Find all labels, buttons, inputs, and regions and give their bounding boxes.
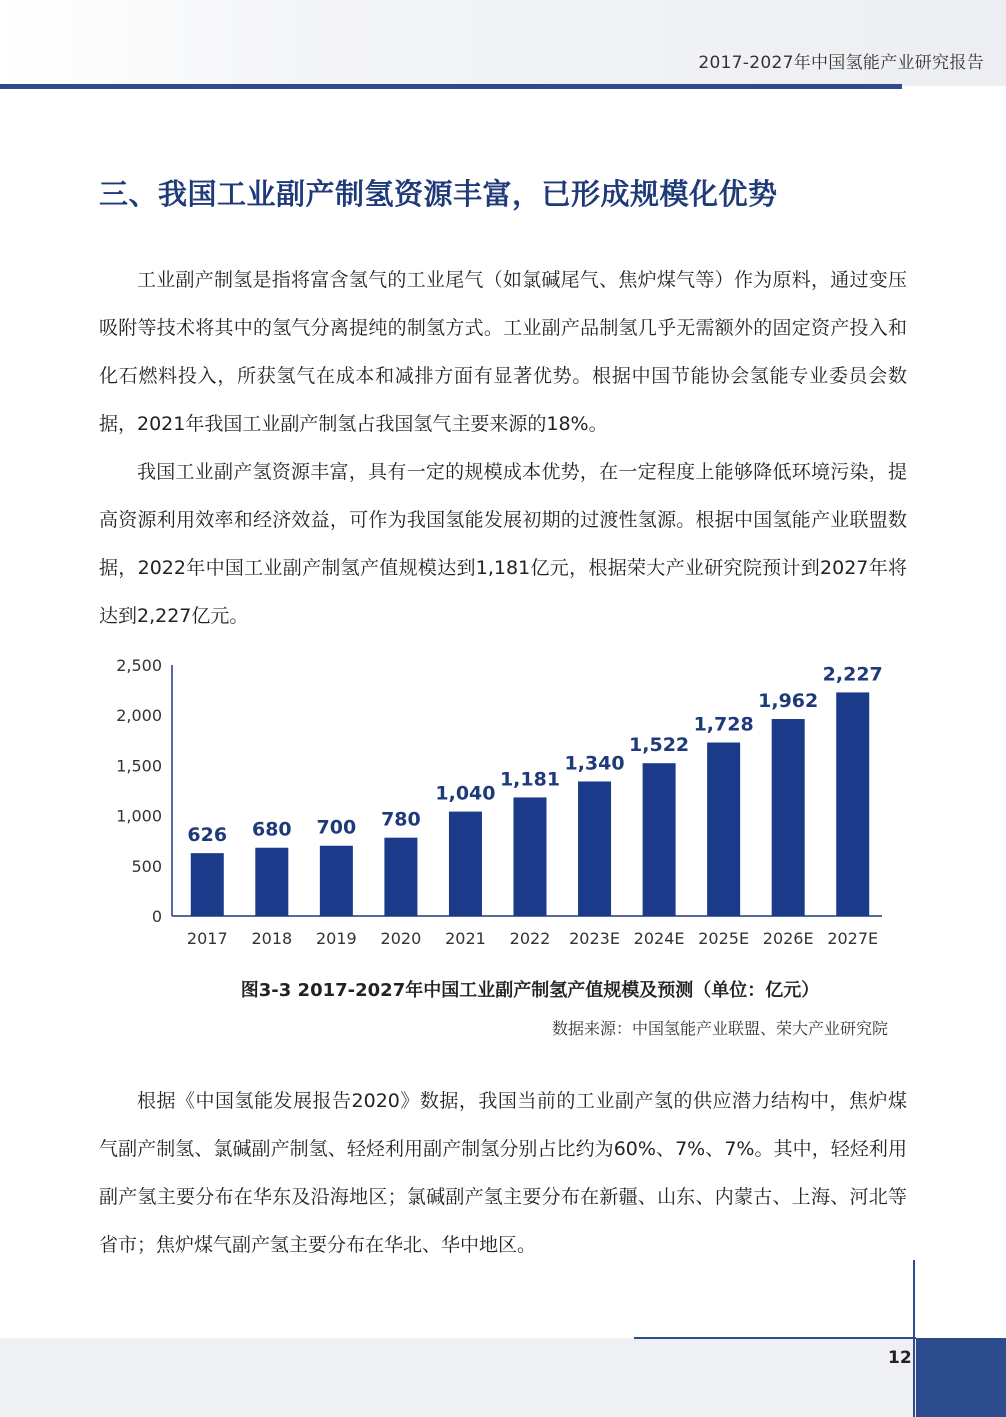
- x-tick-label: 2017: [186, 929, 228, 948]
- figure-source: 数据来源：中国氢能产业联盟、荣大产业研究院: [551, 1019, 888, 1038]
- x-tick-label: 2018: [251, 929, 293, 948]
- bar: [578, 781, 611, 916]
- x-tick-label: 2021: [445, 929, 486, 948]
- bar: [449, 812, 482, 916]
- bar: [255, 848, 288, 916]
- bar: [514, 797, 547, 916]
- x-tick-label: 2025E: [698, 929, 750, 948]
- paragraph-3: 根据《中国氢能发展报告2020》数据，我国当前的工业副产氢的供应潜力结构中，焦炉煤气副产制氢、氯碱副产制氢、轻烃利用副产制氢分别占比约为60%、7%、7%。其中，轻烃利用副产氢主要分布在华东及沿海地区；氯碱副产氢主要分布在新疆、山东、内蒙古、上海、河北等省市；焦炉煤气副产氢主要分布在华北、华中地区。: [99, 1090, 907, 1256]
- paragraph-1: 工业副产制氢是指将富含氢气的工业尾气（如氯碱尾气、焦炉煤气等）作为原料，通过变压吸附等技术将其中的氢气分离提纯的制氢方式。工业副产品制氢几乎无需额外的固定资产投入和化石燃料投入，所获氢气在成本和减排方面有显著优势。根据中国节能协会氢能专业委员会数据，2021年我国工业副产制氢占我国氢气主要来源的18%。: [99, 269, 907, 435]
- data-label: 2,227: [822, 663, 883, 686]
- footer-band: [0, 1338, 1006, 1417]
- paragraph-2: 我国工业副产氢资源丰富，具有一定的规模成本优势，在一定程度上能够降低环境污染，提高资源利用效率和经济效益，可作为我国氢能发展初期的过渡性氢源。根据中国氢能产业联盟数据，2022年中国工业副产制氢产值规模达到1,181亿元，根据荣大产业研究院预计到2027年将达到2,227亿元。: [99, 461, 907, 627]
- data-label: 626: [187, 824, 228, 847]
- x-tick-label: 2022: [509, 929, 551, 948]
- bar: [384, 838, 417, 916]
- data-label: 1,728: [693, 713, 754, 736]
- bar: [707, 743, 740, 916]
- data-label: 1,522: [629, 734, 690, 757]
- figure-caption: 图3-3 2017-2027年中国工业副产制氢产值规模及预测（单位：亿元）: [240, 980, 820, 1001]
- y-tick-label: 500: [131, 856, 162, 876]
- data-label: 680: [251, 818, 292, 841]
- bar: [772, 719, 805, 916]
- bar-chart-svg: [100, 645, 900, 960]
- bar: [643, 763, 676, 916]
- bar-chart: [100, 645, 900, 960]
- x-tick-label: 2020: [380, 929, 422, 948]
- header-rule: [0, 84, 902, 89]
- y-tick-label: 1,000: [116, 806, 162, 826]
- y-tick-label: 1,500: [116, 756, 162, 776]
- footer-accent-block: [916, 1338, 1006, 1417]
- y-tick-label: 0: [151, 907, 162, 926]
- footer-vertical-rule: [913, 1260, 915, 1417]
- data-label: 1,340: [564, 752, 625, 775]
- report-title: 2017-2027年中国氢能产业研究报告: [698, 53, 984, 73]
- x-tick-label: 2027E: [827, 929, 879, 948]
- x-tick-label: 2024E: [633, 929, 685, 948]
- y-tick-label: 2,500: [116, 656, 162, 675]
- page-number: 12: [888, 1348, 912, 1368]
- bar: [836, 692, 869, 916]
- x-tick-label: 2019: [316, 929, 357, 948]
- data-label: 700: [316, 816, 357, 839]
- y-tick-label: 2,000: [116, 706, 162, 726]
- data-label: 780: [381, 808, 421, 831]
- data-label: 1,040: [435, 782, 496, 805]
- section-title: 三、我国工业副产制氢资源丰富，已形成规模化优势: [99, 177, 778, 211]
- bar: [320, 846, 353, 916]
- data-label: 1,181: [499, 768, 561, 791]
- x-tick-label: 2026E: [762, 929, 814, 948]
- header-band: [0, 0, 1006, 86]
- footer-rule: [634, 1337, 916, 1339]
- data-label: 1,962: [758, 690, 819, 713]
- x-tick-label: 2023E: [569, 929, 620, 948]
- bar: [191, 853, 224, 916]
